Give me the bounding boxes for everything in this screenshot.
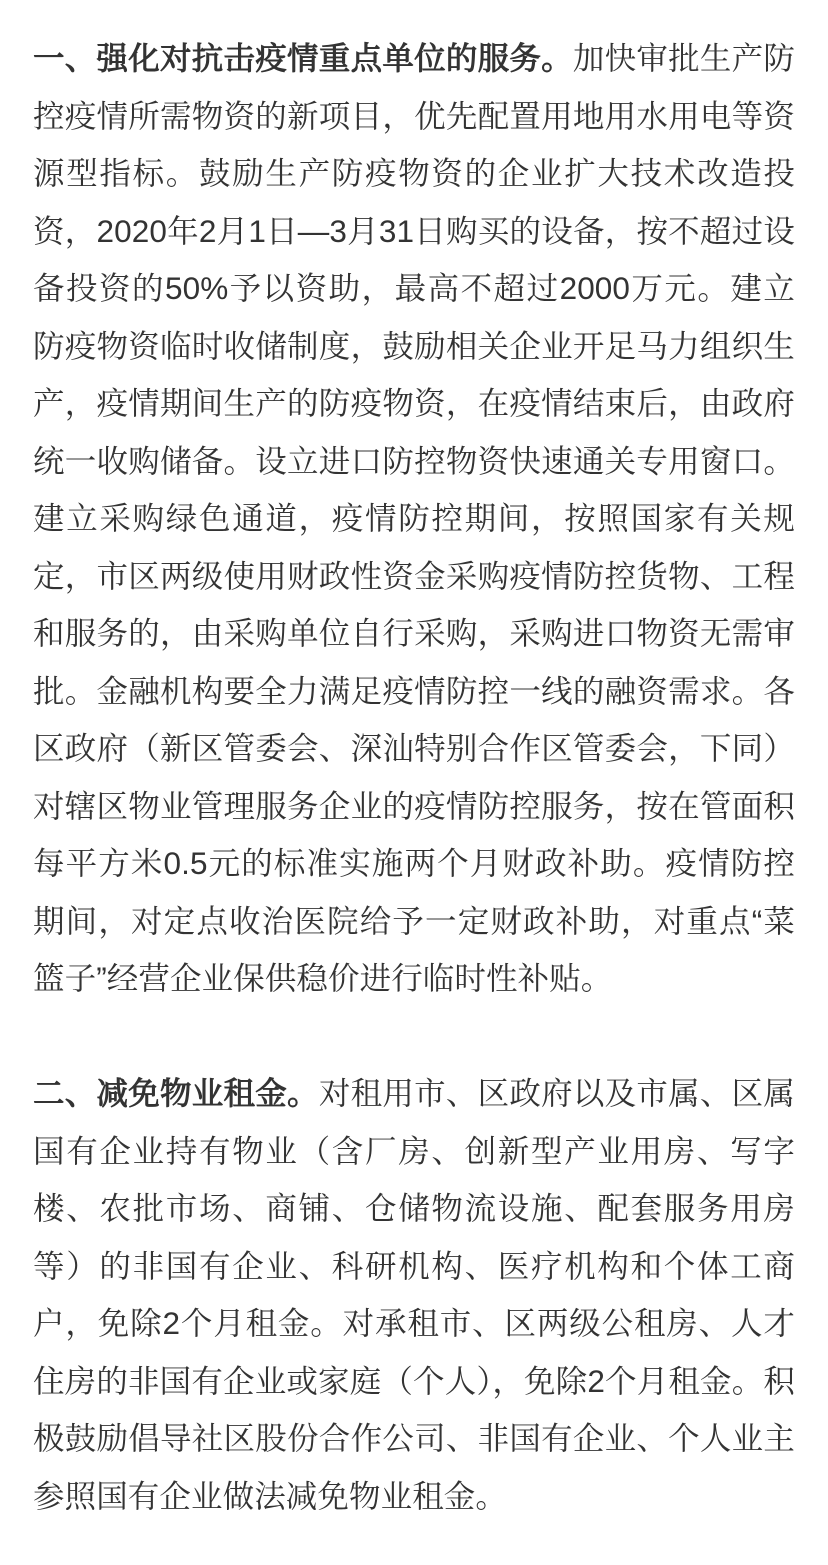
paragraph-body: 对租用市、区政府以及市属、区属国有企业持有物业（含厂房、创新型产业用房、写字楼、农批市场、商铺、仓储物流设施、配套服务用房等）的非国有企业、科研机构、医疗机构和个体工商户，免除2个月租金。对承租市、区两级公租房、人才住房的非国有企业或家庭（个人），免除2个月租金。积极鼓励倡导社区股份合作公司、非国有企业、个人业主参照国有企业做法减免物业租金。 (33, 1075, 795, 1514)
paragraph-heading: 二、减免物业租金。 (33, 1075, 319, 1111)
paragraph-heading: 一、强化对抗击疫情重点单位的服务。 (33, 40, 573, 76)
paragraph (33, 1065, 795, 1525)
paragraph (33, 30, 795, 1008)
paragraph-body: 加快审批生产防控疫情所需物资的新项目，优先配置用地用水用电等资源型指标。鼓励生产防疫物资的企业扩大技术改造投资，2020年2月1日—3月31日购买的设备，按不超过设备投资的50%予以资助，最高不超过2000万元。建立防疫物资临时收储制度，鼓励相关企业开足马力组织生产，疫情期间生产的防疫物资，在疫情结束后，由政府统一收购储备。设立进口防控物资快速通关专用窗口。建立采购绿色通道，疫情防控期间，按照国家有关规定，市区两级使用财政性资金采购疫情防控货物、工程和服务的，由采购单位自行采购，采购进口物资无需审批。金融机构要全力满足疫情防控一线的融资需求。各区政府（新区管委会、深汕特别合作区管委会，下同）对辖区物业管理服务企业的疫情防控服务，按在管面积每平方米0.5元的标准实施两个月财政补助。疫情防控期间，对定点收治医院给予一定财政补助，对重点“菜篮子”经营企业保供稳价进行临时性补贴。 (33, 40, 795, 996)
